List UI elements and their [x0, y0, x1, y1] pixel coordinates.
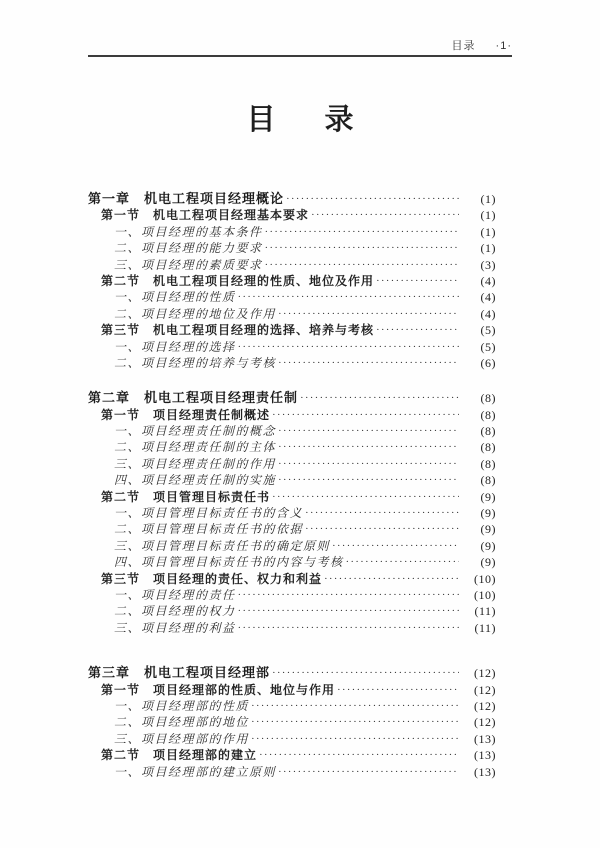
toc-entry-row [88, 620, 496, 636]
dot-leader [311, 207, 459, 223]
entry-page-number: (10) [474, 587, 496, 602]
entry-label: 三、项目经理的素质要求 [114, 257, 263, 272]
toc-entry-row [88, 603, 496, 619]
dot-leader [278, 423, 459, 439]
entry-page-number: (1) [480, 241, 496, 256]
entry-page-number: (1) [480, 208, 496, 223]
toc-entry-row [88, 698, 496, 714]
entry-label: 第二节 项目经理部的建立 [101, 748, 258, 763]
toc-entry-row [88, 747, 496, 763]
dot-leader [278, 472, 459, 488]
entry-label: 一、项目经理的基本条件 [114, 224, 263, 239]
entry-page-number: (8) [480, 407, 496, 422]
dot-leader [278, 355, 459, 371]
toc-entry-row [88, 224, 496, 240]
dot-leader [238, 603, 459, 619]
dot-leader [238, 339, 459, 355]
entry-page-number: (8) [480, 424, 496, 439]
entry-page-number: (8) [480, 440, 496, 455]
toc-entry-row [88, 489, 496, 505]
entry-page-number: (12) [474, 682, 496, 697]
entry-label: 三、项目管理目标责任书的确定原则 [114, 538, 331, 553]
entry-page-number: (12) [474, 715, 496, 730]
dot-leader [278, 764, 459, 780]
dot-leader [376, 273, 459, 289]
entry-page-number: (9) [480, 506, 496, 521]
toc-chapter-row [88, 665, 496, 681]
toc-entry-row [88, 322, 496, 338]
entry-page-number: (13) [474, 731, 496, 746]
header-page-number: ·1· [495, 40, 512, 52]
entry-label: 一、项目经理的责任 [114, 587, 236, 602]
entry-label: 一、项目经理责任制的概念 [114, 424, 277, 439]
entry-label: 第三章 机电工程项目经理部 [88, 665, 271, 681]
dot-leader [265, 240, 459, 256]
entry-label: 二、项目经理的地位及作用 [114, 306, 277, 321]
entry-page-number: (5) [480, 323, 496, 338]
entry-label: 四、项目管理目标责任书的内容与考核 [114, 555, 344, 570]
dot-leader [265, 257, 459, 273]
entry-page-number: (4) [480, 290, 496, 305]
toc-entry-row [88, 731, 496, 747]
entry-label: 一、项目经理部的建立原则 [114, 764, 277, 779]
entry-label: 二、项目经理责任制的主体 [114, 440, 277, 455]
entry-label: 二、项目管理目标责任书的依据 [114, 522, 304, 537]
toc-entry-row [88, 306, 496, 322]
entry-label: 四、项目经理责任制的实施 [114, 473, 277, 488]
header-section-label: 目录 [451, 40, 476, 52]
toc-entry-row [88, 423, 496, 439]
entry-page-number: (12) [474, 666, 496, 681]
dot-leader [278, 456, 459, 472]
dot-leader [238, 620, 459, 636]
running-header [451, 37, 512, 53]
entry-label: 一、项目经理的性质 [114, 290, 236, 305]
toc-entry-row [88, 472, 496, 488]
entry-label: 第一节 项目经理部的性质、地位与作用 [101, 682, 336, 697]
toc-entry-row [88, 505, 496, 521]
dot-leader [265, 224, 459, 240]
dot-leader [286, 191, 459, 207]
toc-entry-row [88, 714, 496, 730]
dot-leader [337, 682, 459, 698]
toc-chapter-block [88, 191, 496, 371]
toc-chapter-row [88, 191, 496, 207]
entry-label: 二、项目经理的能力要求 [114, 241, 263, 256]
entry-label: 第一节 项目经理责任制概述 [101, 407, 271, 422]
dot-leader [332, 538, 459, 554]
entry-page-number: (6) [480, 355, 496, 370]
entry-label: 第三节 项目经理的责任、权力和利益 [101, 571, 323, 586]
entry-label: 一、项目经理部的性质 [114, 698, 250, 713]
dot-leader [272, 407, 459, 423]
toc-entry-row [88, 764, 496, 780]
dot-leader [305, 505, 459, 521]
toc-entry-row [88, 554, 496, 570]
toc-entry-row [88, 521, 496, 537]
toc-entry-row [88, 289, 496, 305]
toc-entry-row [88, 439, 496, 455]
entry-page-number: (11) [474, 620, 496, 635]
toc-entry-row [88, 240, 496, 256]
entry-page-number: (4) [480, 306, 496, 321]
dot-leader [278, 306, 459, 322]
header-rule [88, 55, 512, 57]
dot-leader [272, 489, 459, 505]
toc-entry-row [88, 538, 496, 554]
entry-page-number: (1) [480, 224, 496, 239]
toc-chapter-block [88, 665, 496, 780]
dot-leader [376, 322, 459, 338]
toc-entry-row [88, 207, 496, 223]
dot-leader [238, 289, 459, 305]
entry-page-number: (5) [480, 339, 496, 354]
entry-label: 二、项目经理部的地位 [114, 715, 250, 730]
toc-entry-row [88, 339, 496, 355]
toc-entry-row [88, 456, 496, 472]
entry-page-number: (9) [480, 522, 496, 537]
entry-page-number: (13) [474, 748, 496, 763]
dot-leader [259, 747, 459, 763]
entry-label: 三、项目经理的利益 [114, 620, 236, 635]
toc-entry-row [88, 273, 496, 289]
dot-leader [278, 439, 459, 455]
entry-page-number: (8) [480, 456, 496, 471]
entry-page-number: (8) [480, 473, 496, 488]
entry-page-number: (11) [474, 604, 496, 619]
dot-leader [305, 521, 459, 537]
entry-page-number: (4) [480, 273, 496, 288]
entry-label: 第一章 机电工程项目经理概论 [88, 191, 285, 206]
toc-chapter-block [88, 390, 496, 636]
toc-entry-row [88, 682, 496, 698]
dot-leader [251, 714, 459, 730]
toc-entry-row [88, 587, 496, 603]
entry-label: 一、项目经理的选择 [114, 339, 236, 354]
entry-label: 一、项目管理目标责任书的含义 [114, 506, 304, 521]
entry-label: 第二章 机电工程项目经理责任制 [88, 390, 299, 406]
entry-label: 三、项目经理责任制的作用 [114, 456, 277, 471]
entry-label: 第二节 机电工程项目经理的性质、地位及作用 [101, 273, 375, 288]
dot-leader [346, 554, 459, 570]
entry-label: 第一节 机电工程项目经理基本要求 [101, 208, 310, 223]
toc-entry-row [88, 407, 496, 423]
dot-leader [324, 571, 459, 587]
toc-chapter-row [88, 390, 496, 406]
dot-leader [238, 587, 459, 603]
entry-page-number: (9) [480, 489, 496, 504]
entry-label: 第二节 项目管理目标责任书 [101, 489, 271, 504]
entry-page-number: (9) [480, 555, 496, 570]
toc-entry-row [88, 571, 496, 587]
entry-page-number: (3) [480, 257, 496, 272]
toc-entry-row [88, 355, 496, 371]
toc-list [88, 191, 496, 780]
entry-label: 第三节 机电工程项目经理的选择、培养与考核 [101, 323, 375, 338]
dot-leader [272, 665, 459, 681]
dot-leader [300, 390, 459, 406]
entry-page-number: (1) [480, 192, 496, 206]
entry-label: 二、项目经理的权力 [114, 604, 236, 619]
entry-page-number: (12) [474, 698, 496, 713]
entry-page-number: (9) [480, 538, 496, 553]
toc-entry-row [88, 257, 496, 273]
entry-label: 三、项目经理部的作用 [114, 731, 250, 746]
entry-page-number: (10) [474, 571, 496, 586]
dot-leader [251, 698, 459, 714]
entry-page-number: (8) [480, 391, 496, 406]
entry-label: 二、项目经理的培养与考核 [114, 355, 277, 370]
page-title: 目 录 [246, 104, 364, 136]
dot-leader [251, 731, 459, 747]
entry-page-number: (13) [474, 764, 496, 779]
